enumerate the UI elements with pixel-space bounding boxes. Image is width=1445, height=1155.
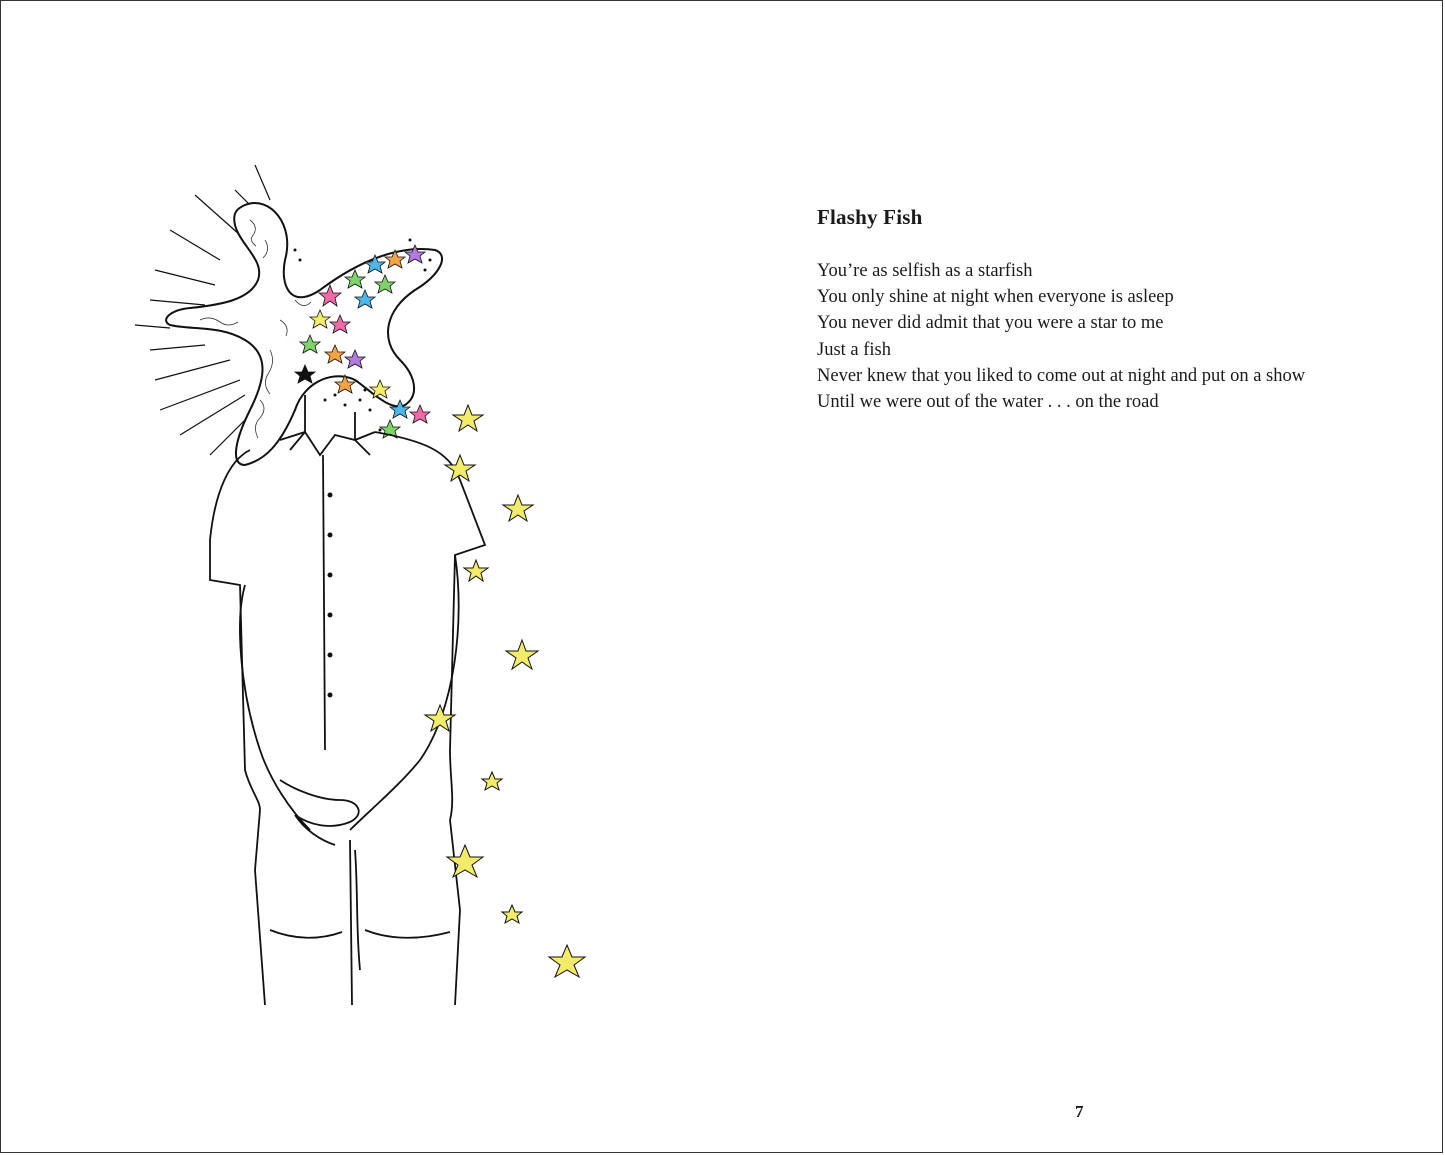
figure-body (210, 395, 485, 1005)
poem-line: Never knew that you liked to come out at night and put on a show (817, 365, 1306, 386)
starfish-figure-illustration (120, 150, 620, 1020)
poem-line: You never did admit that you were a star to me (817, 313, 1164, 334)
poem-title: Flashy Fish (817, 205, 923, 229)
poem-line: Just a fish (817, 339, 891, 360)
poem-lines (817, 258, 1417, 415)
poem-line: You’re as selfish as a starfish (817, 261, 1033, 281)
poem (817, 205, 1417, 415)
poem-line: You only shine at night when everyone is asleep (817, 287, 1174, 308)
page-number: 7 (1075, 1102, 1084, 1121)
poem-line: Until we were out of the water . . . on the road (817, 392, 1159, 413)
starfish-icon (166, 203, 442, 465)
